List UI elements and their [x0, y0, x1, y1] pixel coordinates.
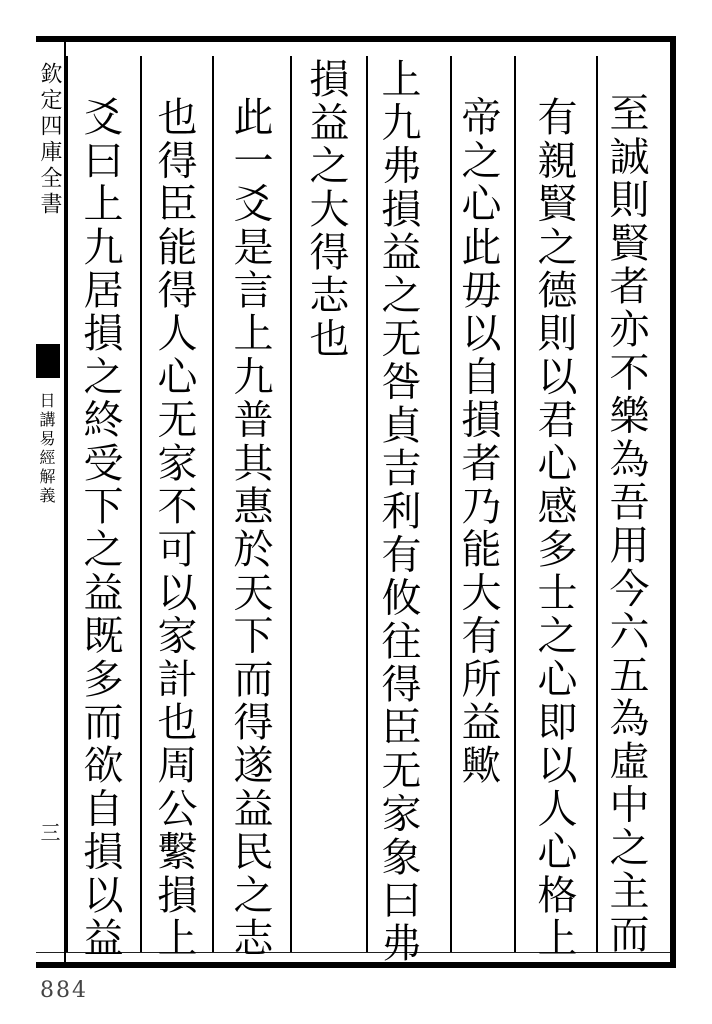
- margin-book-title: 欽定四庫全書: [37, 62, 62, 218]
- page-margin-strip: [34, 42, 66, 962]
- column-divider: [140, 56, 142, 952]
- margin-work-title: 日講易經解義: [37, 392, 56, 506]
- text-column-8: 爻曰上九居損之終受下之益既多而欲自損以益: [77, 96, 123, 960]
- column-divider: [66, 56, 68, 952]
- margin-leaf-number: 三: [37, 822, 61, 846]
- text-column-7: 也得臣能得人心无家不可以家計也周公繫損上: [151, 96, 197, 960]
- page-number: 884: [40, 978, 88, 1003]
- top-border: [36, 36, 676, 42]
- column-divider: [596, 56, 598, 952]
- text-column-6: 此一爻是言上九普其惠於天下而得遂益民之志: [227, 96, 273, 960]
- column-divider: [212, 56, 214, 952]
- text-column-1: 至誠則賢者亦不樂為吾用今六五為虛中之主而: [603, 92, 649, 956]
- column-divider: [450, 56, 452, 952]
- text-column-2: 有親賢之德則以君心感多士之心即以人心格上: [531, 96, 577, 960]
- fishtail-mark: [36, 344, 60, 378]
- column-divider: [290, 56, 292, 952]
- text-column-4: 上九弗損益之无咎貞吉利有攸往得臣无家象曰弗: [375, 58, 421, 966]
- right-border: [670, 36, 676, 968]
- bottom-border: [36, 962, 676, 968]
- text-column-3: 帝之心此毋以自損者乃能大有所益歟: [455, 96, 501, 788]
- text-column-5: 損益之大得志也: [303, 58, 349, 361]
- column-divider: [514, 56, 516, 952]
- column-divider: [366, 56, 368, 952]
